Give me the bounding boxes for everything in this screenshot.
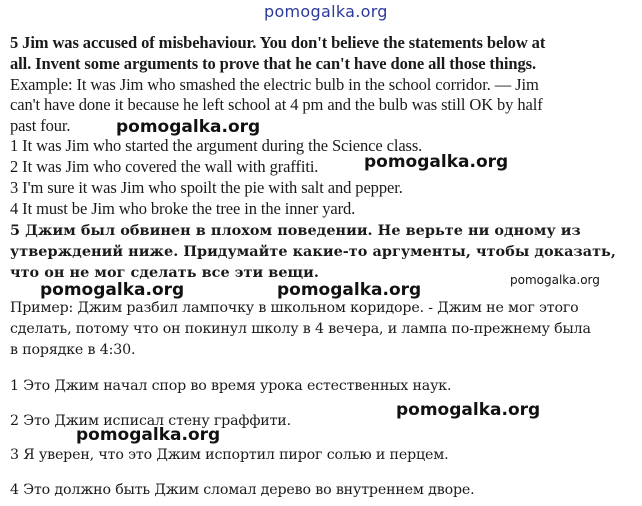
- russian-item-2: 2 Это Джим исписал стену граффити.: [10, 413, 291, 429]
- watermark-4[interactable]: pomogalka.org: [40, 280, 185, 300]
- english-task-line-1: 5 Jim was accused of misbehaviour. You don't believe the statements below at: [10, 33, 546, 52]
- english-item-1: 1 It was Jim who started the argument during the Science class.: [10, 136, 423, 155]
- watermark-7[interactable]: pomogalka.org: [76, 425, 221, 445]
- russian-example-line-1: Пример: Джим разбил лампочку в школьном коридоре. - Джим не мог этого: [10, 300, 579, 316]
- english-task-line-2: all. Invent some arguments to prove that he can't have done all those things.: [10, 54, 536, 73]
- russian-example-line-2: сделать, потому что он покинул школу в 4 вечера, и лампа по-прежнему была: [10, 321, 591, 337]
- watermark-3[interactable]: pomogalka.org: [510, 273, 600, 287]
- watermark-5[interactable]: pomogalka.org: [277, 280, 422, 300]
- english-item-2: 2 It was Jim who covered the wall with graffiti.: [10, 157, 319, 176]
- russian-item-4: 4 Это должно быть Джим сломал дерево во внутреннем дворе.: [10, 482, 475, 498]
- english-item-4: 4 It must be Jim who broke the tree in the inner yard.: [10, 199, 356, 218]
- english-example-line-1: Example: It was Jim who smashed the electric bulb in the school corridor. — Jim: [10, 75, 539, 94]
- watermark-top[interactable]: pomogalka.org: [264, 2, 388, 21]
- watermark-2[interactable]: pomogalka.org: [364, 152, 509, 172]
- russian-task-line-1: 5 Джим был обвинен в плохом поведении. Не верьте ни одному из: [10, 222, 581, 239]
- english-example-line-3: past four.: [10, 116, 71, 135]
- english-example-line-2: can't have done it because he left school at 4 pm and the bulb was still OK by half: [10, 95, 543, 114]
- russian-item-1: 1 Это Джим начал спор во время урока естественных наук.: [10, 378, 452, 394]
- russian-example-line-3: в порядке в 4:30.: [10, 342, 136, 358]
- watermark-1[interactable]: pomogalka.org: [116, 117, 261, 137]
- watermark-6[interactable]: pomogalka.org: [396, 400, 541, 420]
- russian-task-line-2: утверждений ниже. Придумайте какие-то аргументы, чтобы доказать,: [10, 243, 616, 260]
- russian-task-line-3: что он не мог сделать все эти вещи.: [10, 264, 319, 281]
- english-item-3: 3 I'm sure it was Jim who spoilt the pie with salt and pepper.: [10, 178, 403, 197]
- russian-item-3: 3 Я уверен, что это Джим испортил пирог солью и перцем.: [10, 447, 449, 463]
